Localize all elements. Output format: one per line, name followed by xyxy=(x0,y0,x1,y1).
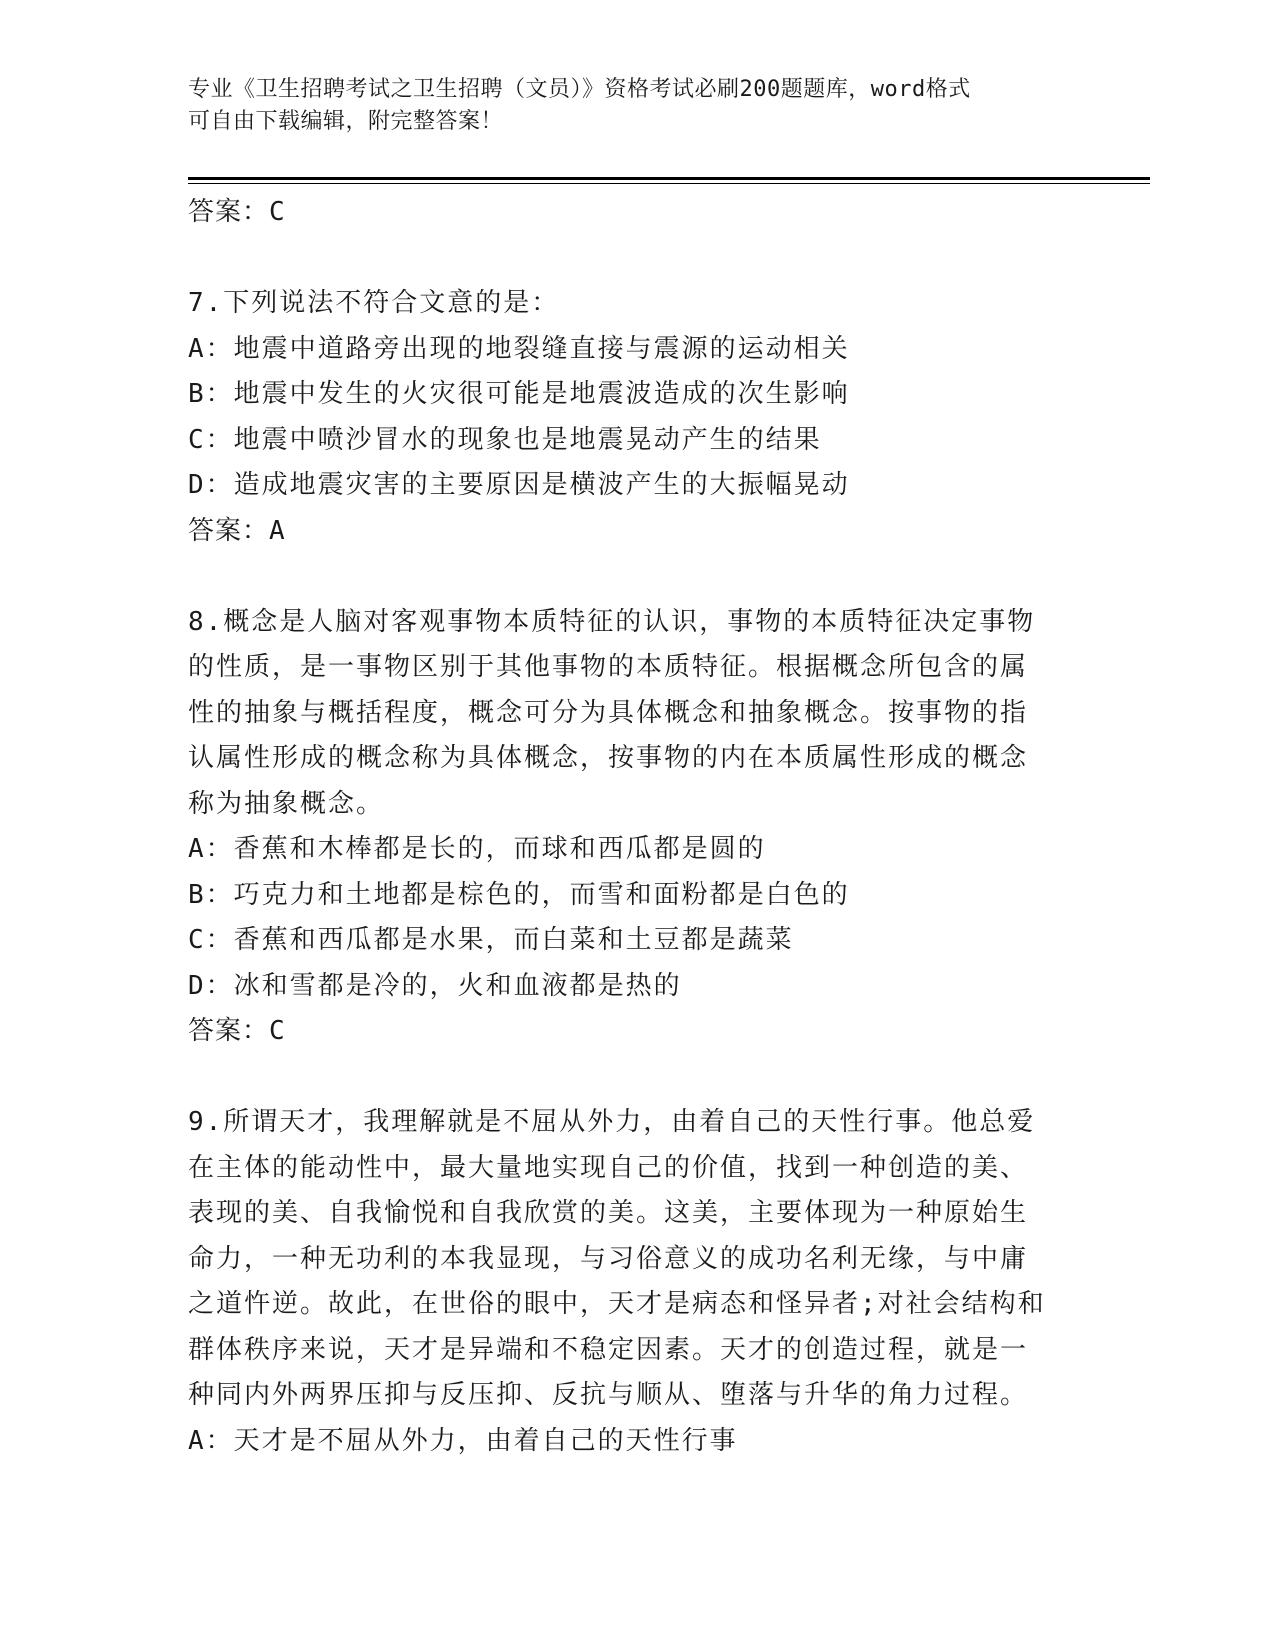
question-8-answer: 答案：C xyxy=(188,1016,286,1046)
question-7 xyxy=(188,281,1088,554)
header-rule-thin xyxy=(188,183,1150,184)
question-8-stem-line: 认属性形成的概念称为具体概念，按事物的内在本质属性形成的概念 xyxy=(188,743,1029,773)
question-9 xyxy=(188,1100,1088,1464)
question-7-stem: 7.下列说法不符合文意的是： xyxy=(188,288,560,318)
question-9-stem-line: 种同内外两界压抑与反压抑、反抗与顺从、堕落与升华的角力过程。 xyxy=(188,1380,1029,1410)
question-9-stem-line: 之道忤逆。故此，在世俗的眼中，天才是病态和怪异者;对社会结构和 xyxy=(188,1289,1046,1319)
spacer xyxy=(188,554,1088,600)
question-8-stem-line: 称为抽象概念。 xyxy=(188,788,385,819)
document-body xyxy=(188,190,1088,1464)
question-7-option-a: A：地震中道路旁出现的地裂缝直接与震源的运动相关 xyxy=(188,333,850,364)
page-header xyxy=(188,74,1068,138)
header-title-line-2: 可自由下载编辑，附完整答案！ xyxy=(188,109,504,134)
question-8-option-b: B：巧克力和土地都是棕色的，而雪和面粉都是白色的 xyxy=(188,879,850,910)
question-8-option-c: C：香蕉和西瓜都是水果，而白菜和土豆都是蔬菜 xyxy=(188,925,794,955)
question-9-stem-line: 命力，一种无功利的本我显现，与习俗意义的成功名利无缘，与中庸 xyxy=(188,1243,1029,1274)
question-7-answer: 答案：A xyxy=(188,515,286,546)
answer-q6: 答案：C xyxy=(188,197,286,227)
question-8-stem-line: 8.概念是人脑对客观事物本质特征的认识，事物的本质特征决定事物 xyxy=(188,606,1036,637)
question-8 xyxy=(188,600,1088,1055)
question-9-stem-line: 表现的美、自我愉悦和自我欣赏的美。这美，主要体现为一种原始生 xyxy=(188,1198,1029,1228)
question-7-option-d: D：造成地震灾害的主要原因是横波产生的大振幅晃动 xyxy=(188,470,850,500)
header-title-line-1: 专业《卫生招聘考试之卫生招聘（文员）》资格考试必刷200题题库，word格式 xyxy=(188,77,971,102)
question-7-option-b: B：地震中发生的火灾很可能是地震波造成的次生影响 xyxy=(188,379,850,409)
question-9-stem-line: 9.所谓天才，我理解就是不屈从外力，由着自己的天性行事。他总爱 xyxy=(188,1107,1036,1137)
question-8-option-a: A：香蕉和木棒都是长的，而球和西瓜都是圆的 xyxy=(188,834,766,864)
question-9-stem-line: 在主体的能动性中，最大量地实现自己的价值，找到一种创造的美、 xyxy=(188,1152,1029,1183)
spacer xyxy=(188,1055,1088,1101)
question-9-stem-line: 群体秩序来说，天才是异端和不稳定因素。天才的创造过程，就是一 xyxy=(188,1334,1029,1365)
spacer xyxy=(188,236,1088,282)
question-8-stem-line: 性的抽象与概括程度，概念可分为具体概念和抽象概念。按事物的指 xyxy=(188,697,1029,728)
header-rule-thick xyxy=(188,177,1150,180)
question-8-stem-line: 的性质，是一事物区别于其他事物的本质特征。根据概念所包含的属 xyxy=(188,652,1029,682)
question-7-option-c: C：地震中喷沙冒水的现象也是地震晃动产生的结果 xyxy=(188,424,822,455)
question-8-option-d: D：冰和雪都是冷的，火和血液都是热的 xyxy=(188,970,682,1001)
question-9-option-a: A：天才是不屈从外力，由着自己的天性行事 xyxy=(188,1425,738,1456)
